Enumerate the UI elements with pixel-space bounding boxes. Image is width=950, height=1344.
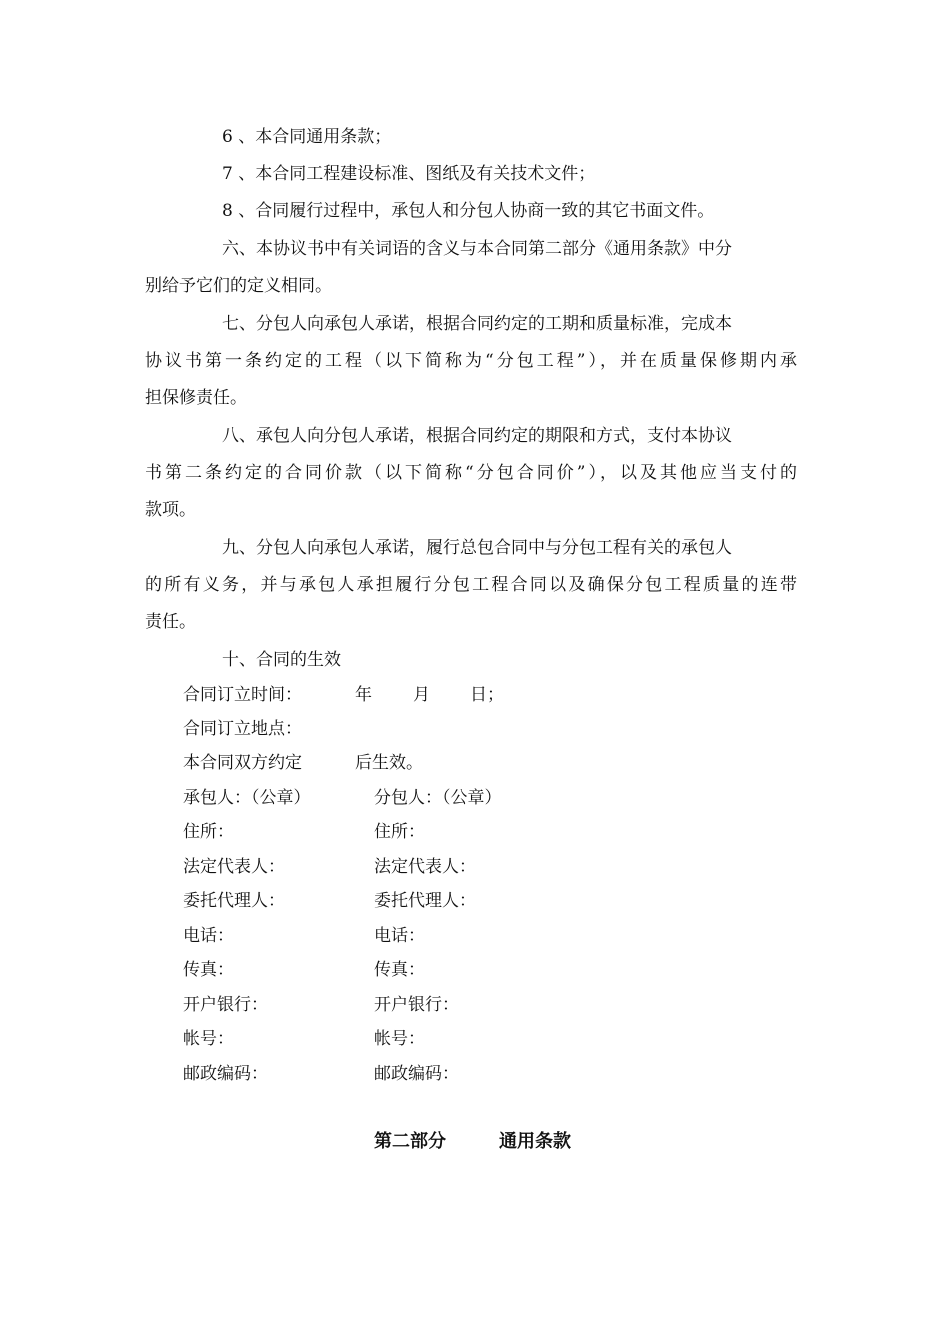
sig-left-postcode: 邮政编码：	[183, 1064, 268, 1084]
sig-right-agent: 委托代理人：	[374, 891, 476, 911]
clause-9-line-1: 九、分包人向承包人承诺，履行总包合同中与分包工程有关的承包人	[222, 538, 732, 558]
clause-7-line-1: 七、分包人向承包人承诺，根据合同约定的工期和质量标准，完成本	[222, 314, 732, 334]
item-8: 8 、合同履行过程中，承包人和分包人协商一致的其它书面文件。	[222, 201, 715, 221]
sig-right-address: 住所：	[374, 822, 425, 842]
sig-right-account: 帐号：	[374, 1029, 425, 1049]
sig-left-bank: 开户银行：	[183, 995, 268, 1015]
sig-right-subcontractor: 分包人：（公章）	[374, 788, 502, 808]
contract-year: 年	[355, 685, 372, 705]
part-two-label: 第二部分	[374, 1131, 446, 1152]
contract-month: 月	[413, 685, 430, 705]
sig-left-fax: 传真：	[183, 960, 234, 980]
sig-left-address: 住所：	[183, 822, 234, 842]
clause-7-line-3: 担保修责任。	[145, 388, 247, 408]
sig-left-contractor: 承包人：（公章）	[183, 788, 311, 808]
sig-left-legal-rep: 法定代表人：	[183, 857, 285, 877]
clause-10-title: 十、合同的生效	[222, 650, 341, 670]
sig-left-agent: 委托代理人：	[183, 891, 285, 911]
sig-right-bank: 开户银行：	[374, 995, 459, 1015]
clause-8-line-1: 八、承包人向分包人承诺，根据合同约定的期限和方式，支付本协议	[222, 426, 732, 446]
sig-right-fax: 传真：	[374, 960, 425, 980]
sig-right-postcode: 邮政编码：	[374, 1064, 459, 1084]
clause-9-line-3: 责任。	[145, 612, 196, 632]
clause-6-line-1: 六、本协议书中有关词语的含义与本合同第二部分《通用条款》中分	[222, 239, 732, 259]
sig-left-account: 帐号：	[183, 1029, 234, 1049]
part-two-title: 通用条款	[499, 1131, 571, 1152]
clause-9-line-2: 的所有义务，并与承包人承担履行分包工程合同以及确保分包工程质量的连带	[145, 575, 797, 595]
item-7: 7 、本合同工程建设标准、图纸及有关技术文件；	[222, 164, 596, 184]
contract-place-label: 合同订立地点：	[183, 719, 302, 739]
sig-right-phone: 电话：	[374, 926, 425, 946]
clause-6-line-2: 别给予它们的定义相同。	[145, 276, 332, 296]
contract-day: 日；	[470, 685, 504, 705]
sig-left-phone: 电话：	[183, 926, 234, 946]
clause-8-line-3: 款项。	[145, 500, 196, 520]
item-6: 6 、本合同通用条款；	[222, 127, 392, 147]
clause-8-line-2: 书第二条约定的合同价款（以下简称“分包合同价”），以及其他应当支付的	[145, 463, 797, 483]
clause-7-line-2: 协议书第一条约定的工程（以下简称为“分包工程”），并在质量保修期内承	[145, 351, 797, 371]
contract-time-label: 合同订立时间：	[183, 685, 302, 705]
sig-right-legal-rep: 法定代表人：	[374, 857, 476, 877]
contract-effect-prefix: 本合同双方约定	[183, 753, 302, 773]
contract-effect-suffix: 后生效。	[355, 753, 423, 773]
